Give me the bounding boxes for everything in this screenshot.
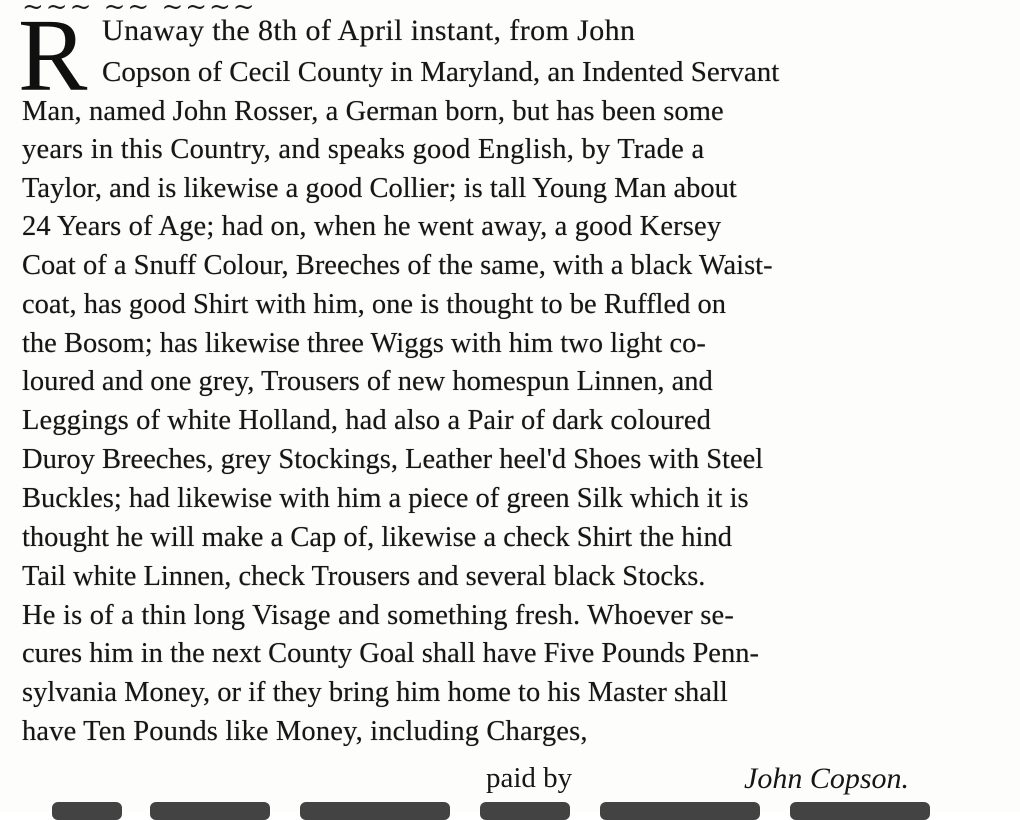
ad-text-line: coat, has good Shirt with him, one is thought to be Ruffled on [22,289,726,320]
ad-text-line: 24 Years of Age; had on, when he went away, a good Kersey [22,211,722,242]
ad-text-line: cures him in the next County Goal shall have Five Pounds Penn- [22,638,759,669]
ad-text-line: loured and one grey, Trousers of new homespun Linnen, and [22,366,713,397]
ad-text-line: thought he will make a Cap of, likewise a check Shirt the hind [22,522,732,553]
ad-text-line: years in this Country, and speaks good English, by Trade a [22,134,705,165]
signature-name: John Copson. [744,762,909,795]
ad-text-line: Copson of Cecil County in Maryland, an Indented Servant [102,56,780,88]
ad-text-line: Man, named John Rosser, a German born, but has been some [22,96,724,127]
ad-text-line: Taylor, and is likewise a good Collier; is tall Young Man about [22,173,737,204]
ad-text-line: Coat of a Snuff Colour, Breeches of the same, with a black Waist- [22,250,773,281]
ad-text-line: the Bosom; has likewise three Wiggs with him two light co- [22,328,706,359]
ad-text-line: Tail white Linnen, check Trousers and several black Stocks. [22,561,706,592]
ad-text-line: Duroy Breeches, grey Stockings, Leather heel'd Shoes with Steel [22,444,764,475]
drop-cap-letter: R [18,0,88,113]
cropped-line-below [0,800,1020,812]
ad-text-line: Buckles; had likewise with him a piece of green Silk which it is [22,483,749,514]
cropped-line-above: ~~~ ~~ ~~~~ [22,0,257,22]
ad-text-line: Leggings of white Holland, had also a Pair of dark coloured [22,405,711,436]
ad-text-line: Unaway the 8th of April instant, from John [102,14,636,47]
ad-text-line: have Ten Pounds like Money, including Charges, [22,716,588,747]
paid-by-label: paid by [486,762,573,794]
ad-text-line: He is of a thin long Visage and something fresh. Whoever se- [22,600,735,631]
ad-text-line: sylvania Money, or if they bring him home to his Master shall [22,677,728,708]
